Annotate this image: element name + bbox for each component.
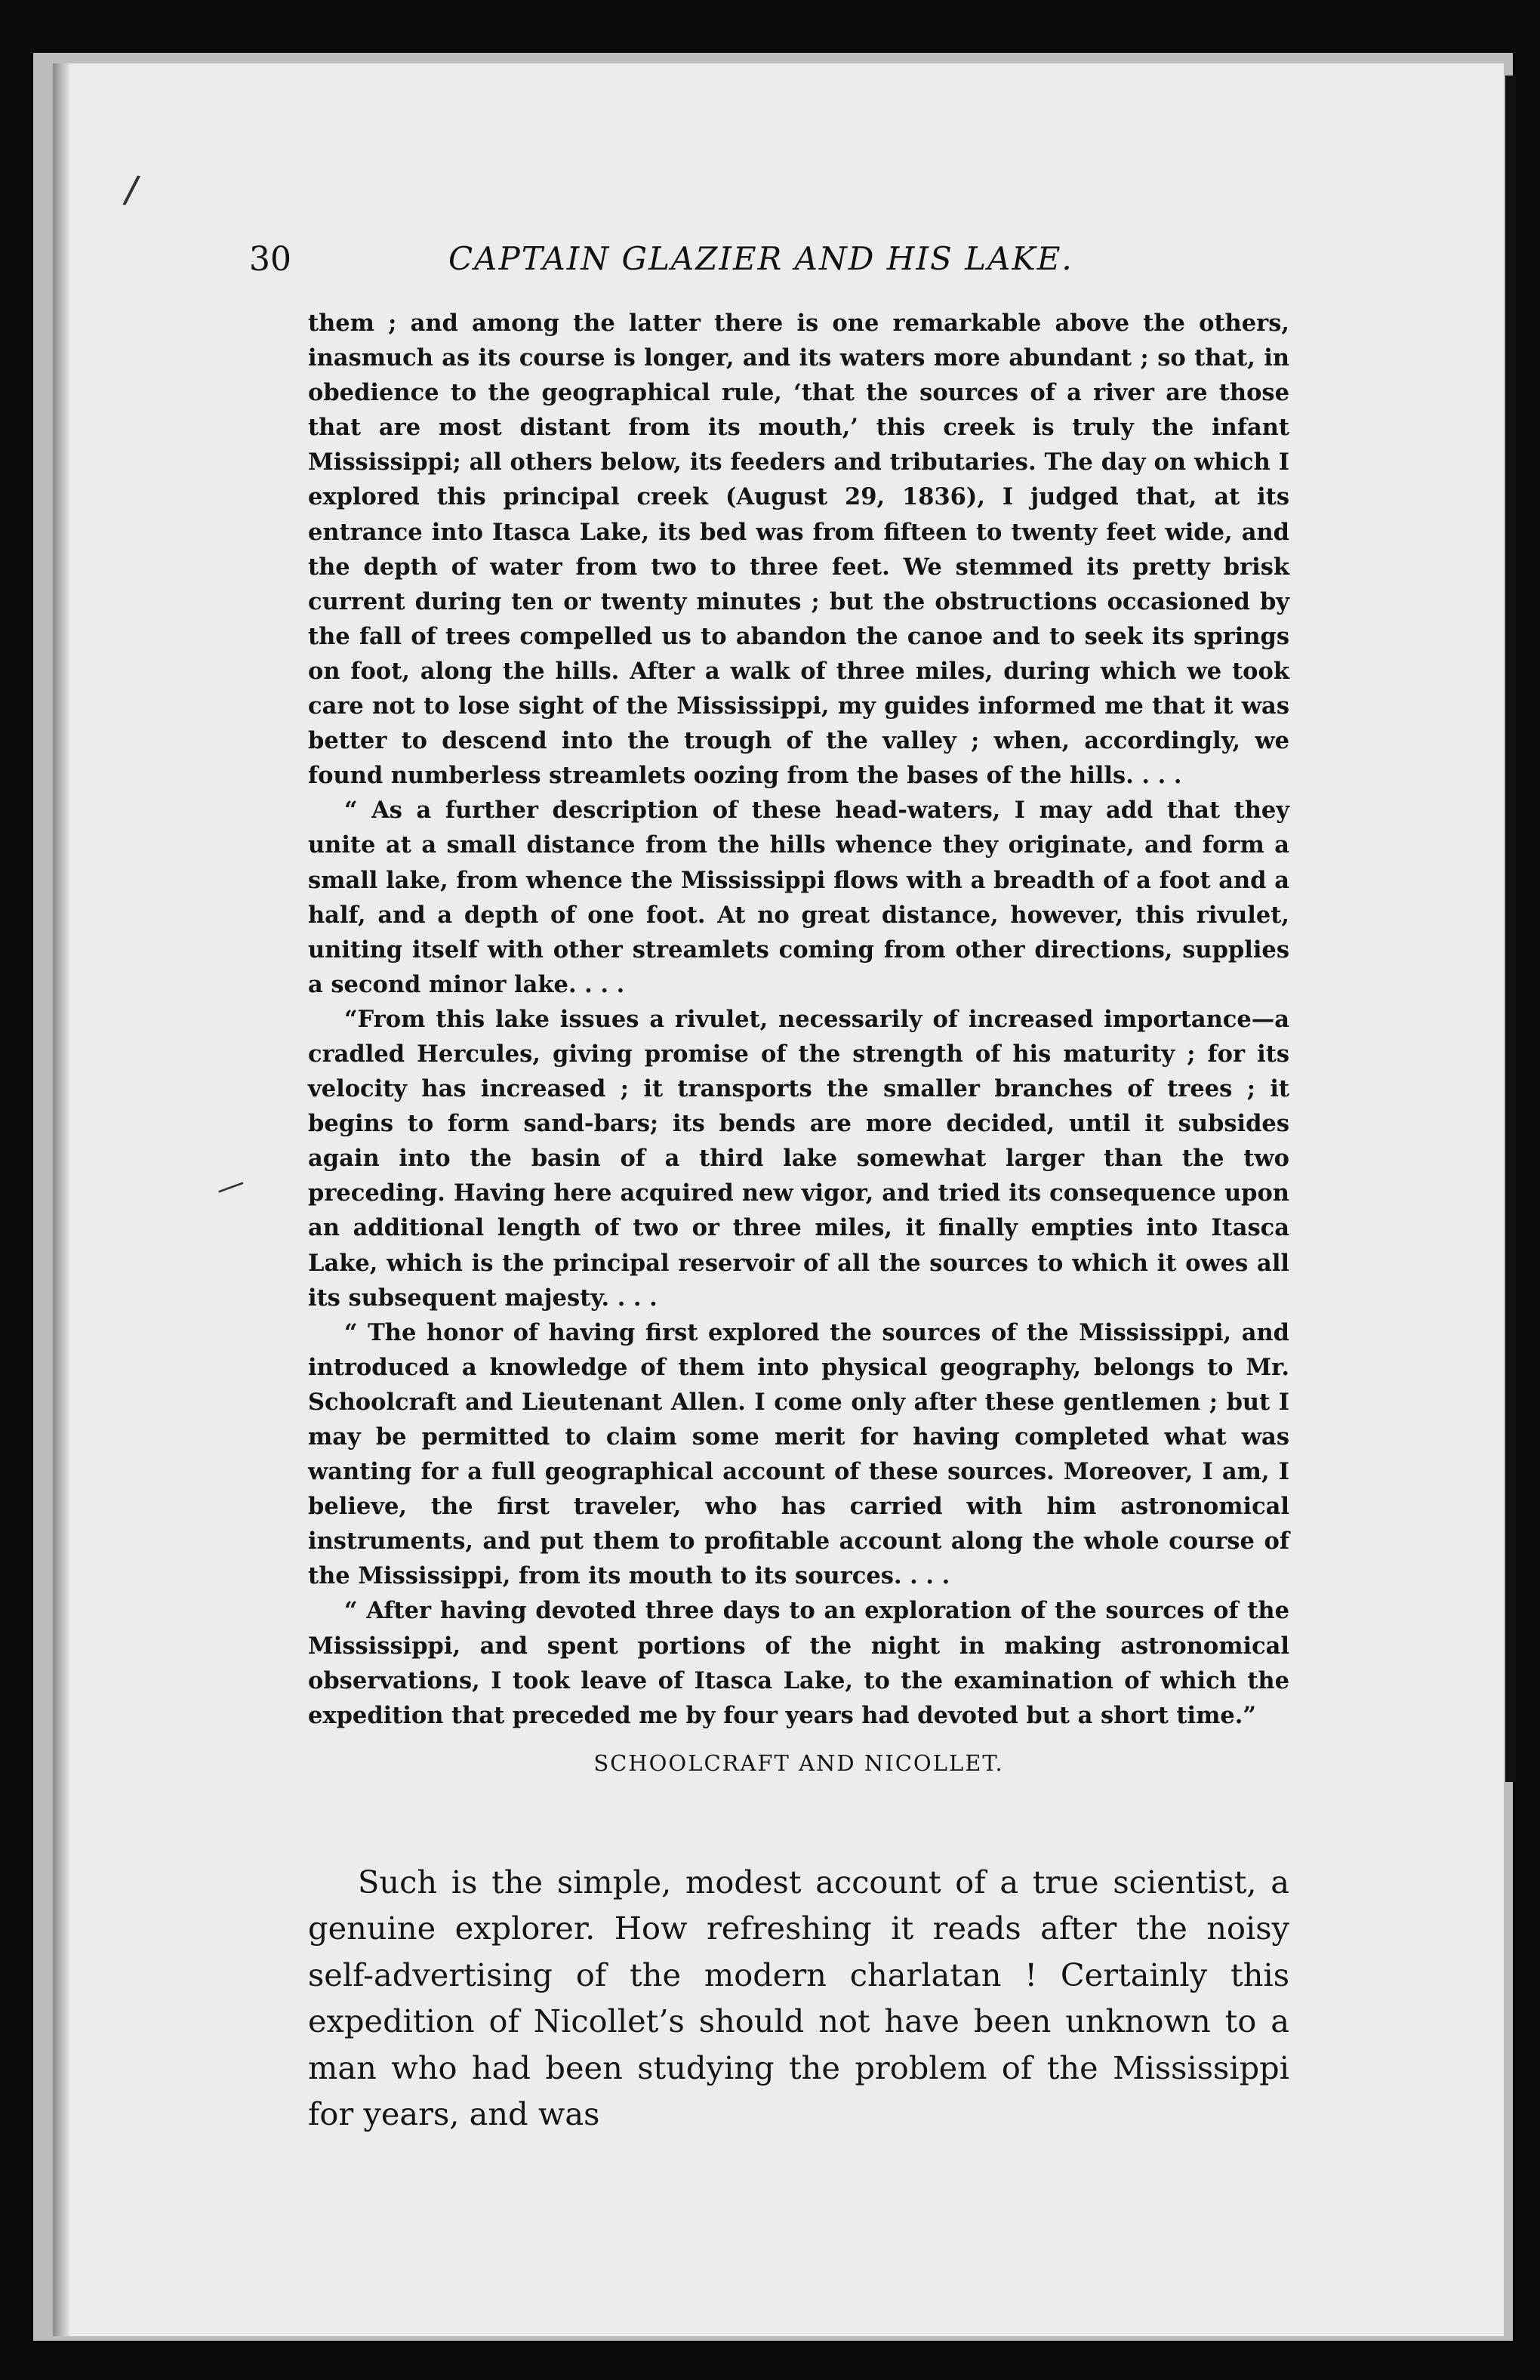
pencil-mark: / — [122, 166, 142, 213]
paragraph: “ The honor of having first explored the sources of the Mississippi, and introduced a knowledge of them into physical geography, belongs to Mr. Schoolcraft and Lieutenant Allen. I come only after these gentlemen ; but I may be permitted to claim some merit for having completed what was wanting for a full geographical account of these sources. Moreover, I am, I believe, the first traveler, who has carried with him astronomical instruments, and put them to profitable account along the whole course of the Mississippi, from its mouth to its sources. . . . — [308, 1318, 1289, 1590]
lead-paragraph: Such is the simple, modest account of a true scientist, a genuine explorer. How refreshing it reads after the noisy self-advertising of the modern charlatan ! Certainly this expedition of Nicollet’s should not have been unknown to a man who had been studying the problem of the Mississippi for years, and was — [308, 1863, 1289, 2132]
binding-shadow — [1505, 76, 1516, 1782]
paragraph: them ; and among the latter there is one remarkable above the others, inasmuch as its course is longer, and its waters more abundant ; so that, in obedience to the geographical rule, ‘that the sources of a river are those that are most distant from its mouth,’ this creek is truly the infant Mississippi; all others below, its feeders and tributaries. The day on which I explored this principal creek (August 29, 1836), I judged that, at its entrance into Itasca Lake, its bed was from fifteen to twenty feet wide, and the depth of water from two to three feet. We stemmed its pretty brisk current during ten or twenty minutes ; but the obstructions occasioned by the fall of trees compelled us to abandon the canoe and to seek its springs on foot, along the hills. After a walk of three miles, during which we took care not to lose sight of the Mississippi, my guides informed me that it was better to descend into the trough of the valley ; when, accordingly, we found numberless streamlets oozing from the bases of the hills. . . . — [308, 310, 1289, 790]
paragraph: “ As a further description of these head-waters, I may add that they unite at a small distance from the hills whence they originate, and form a small lake, from whence the Mississippi flows with a breadth of a foot and a half, and a depth of one foot. At no great distance, however, this rivulet, uniting itself with other streamlets coming from other directions, supplies a second minor lake. . . . — [308, 797, 1289, 998]
section-heading: SCHOOLCRAFT AND NICOLLET. — [593, 1750, 1004, 1776]
quoted-passage — [308, 306, 1289, 1733]
pencil-mark: — — [211, 1164, 250, 1207]
running-head: CAPTAIN GLAZIER AND HIS LAKE. — [448, 240, 1073, 277]
paragraph: “ After having devoted three days to an exploration of the sources of the Mississippi, and spent portions of the night in making astronomical observations, I took leave of Itasca Lake, to the examination of which the expedition that preceded me by four years had devoted but a short time.” — [308, 1597, 1289, 1729]
page-number: 30 — [249, 240, 291, 279]
page-header — [249, 240, 1298, 293]
paragraph: “From this lake issues a rivulet, necessarily of increased importance—a cradled Hercules, giving promise of the strength of his maturity ; for its velocity has increased ; it transports the smaller branches of trees ; it begins to form sand-bars; its bends are more decided, until it subsides again into the basin of a third lake somewhat larger than the two preceding. Having here acquired new vigor, and tried its consequence upon an additional length of two or three miles, it finally empties into Itasca Lake, which is the principal reservoir of all the sources to which it owes all its subsequent majesty. . . . — [308, 1005, 1289, 1312]
